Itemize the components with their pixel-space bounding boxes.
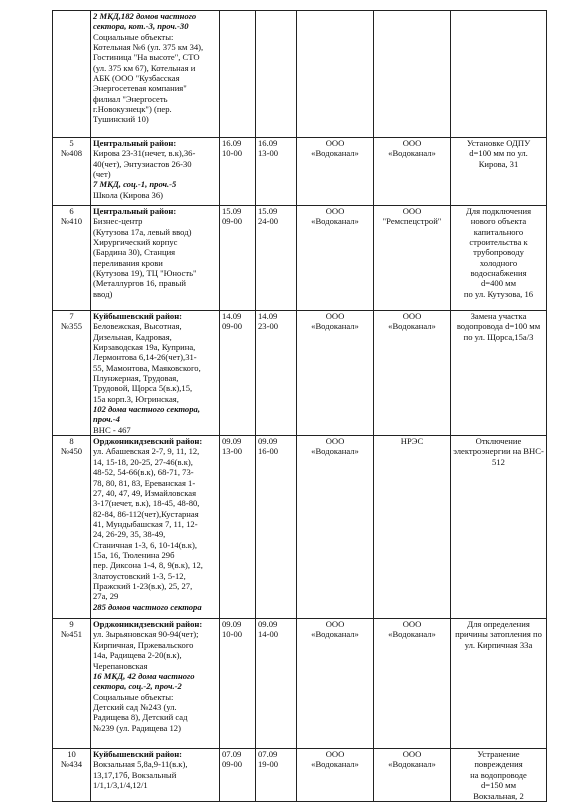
reason-line: водопровода d=100 мм	[456, 321, 541, 332]
affected-area-line: (Кутузова 19), ТЦ "Юность"	[93, 268, 197, 279]
reason-line: электроэнергии на ВНС-	[453, 446, 544, 457]
operator-cell	[297, 619, 374, 749]
end-cell	[256, 436, 297, 619]
contractor-line: ООО	[402, 749, 422, 760]
affected-area-line: Лермонтова 6,14-26(чет),31-	[93, 352, 197, 363]
reason-line: d=150 мм	[480, 780, 517, 791]
end-cell	[256, 206, 297, 311]
operator-cell	[297, 138, 374, 206]
end-cell	[256, 311, 297, 436]
request-code: №355	[60, 321, 83, 332]
affected-area-line: (Бардина 30), Станция	[93, 247, 176, 258]
affected-area-line: Энергосетевая компания"	[93, 83, 187, 94]
contractor-line: ООО	[402, 619, 422, 630]
affected-area-cell	[91, 311, 220, 436]
contractor-line: ООО	[402, 311, 422, 321]
reason-line: водоснабжения	[470, 268, 527, 279]
reason-cell	[451, 311, 547, 436]
reason-line: капитального	[473, 226, 524, 237]
affected-area-line: ул. Зырьяновская 90-94(чет);	[93, 629, 199, 640]
start-cell	[220, 749, 256, 802]
request-code: №434	[60, 759, 83, 770]
affected-area-cell	[91, 206, 220, 311]
operator-line: «Водоканал»	[311, 629, 359, 640]
affected-area-line: сектора, соц.-2, проч.-2	[93, 681, 182, 692]
affected-area-cell	[91, 619, 220, 749]
affected-area-line: 14, 15-18, 20-25, 27-46(в.к),	[93, 456, 193, 467]
affected-area-line: 7 МКД, соц.-1, проч.-5	[93, 179, 177, 190]
affected-area-line: Орджоникидзевский район:	[93, 619, 203, 630]
affected-area-line: 14а, Радищева 2-20(в.к),	[93, 650, 182, 661]
affected-area-line: Плунжерная, Трудовая,	[93, 373, 179, 384]
start-time: 13-00	[222, 446, 243, 457]
reason-cell	[451, 436, 547, 619]
affected-area-line: 13,17,17б, Вокзальный	[93, 769, 177, 780]
contractor-cell	[374, 436, 451, 619]
start-time: 09-00	[222, 216, 243, 227]
affected-area-line: Кирова 23-31(нечет, в.к),36-	[93, 148, 196, 159]
end-time: 24-00	[258, 216, 279, 227]
operator-line: «Водоканал»	[311, 759, 359, 770]
affected-area-line: 285 домов частного сектора	[93, 601, 202, 612]
affected-area-line: Черепановская	[93, 660, 148, 671]
row-number-cell	[53, 11, 91, 138]
end-cell	[256, 138, 297, 206]
row-number: 6	[69, 206, 74, 216]
affected-area-line: проч.-4	[93, 414, 120, 425]
reason-line: по ул. Щорса,15а/3	[463, 331, 534, 342]
affected-area-line: Радищева 8), Детский сад	[93, 712, 188, 723]
end-date: 16.09	[258, 138, 278, 148]
affected-area-line: Тушинский 10)	[93, 114, 149, 125]
start-date: 07.09	[222, 749, 242, 760]
reason-cell	[451, 138, 547, 206]
end-cell	[256, 749, 297, 802]
affected-area-line: ввод)	[93, 288, 113, 299]
request-code: №410	[60, 216, 83, 227]
affected-area-line: 40(чет), Энтузиастов 26-30	[93, 158, 192, 169]
start-date: 14.09	[222, 311, 242, 321]
start-time: 10-00	[222, 629, 243, 640]
contractor-cell	[374, 11, 451, 138]
start-date: 09.09	[222, 436, 242, 447]
reason-line: 512	[492, 456, 505, 467]
affected-area-line: сектора, кот.-3, проч.-30	[93, 21, 189, 32]
contractor-cell	[374, 311, 451, 436]
affected-area-line: Кирзаводская 19а, Куприна,	[93, 342, 196, 353]
contractor-cell	[374, 206, 451, 311]
affected-area-line: Социальные объекты:	[93, 31, 174, 42]
contractor-line: «Водоканал»	[388, 321, 436, 332]
affected-area-line: 15а корп.3, Югринская,	[93, 393, 179, 404]
affected-area-line: Школа (Кирова 36)	[93, 189, 163, 200]
table-row	[53, 11, 547, 138]
row-number-cell	[53, 311, 91, 436]
operator-line: «Водоканал»	[311, 446, 359, 457]
affected-area-line: Детский сад №243 (ул.	[93, 701, 177, 712]
reason-line: ул. Кирпичная 33а	[464, 639, 533, 650]
row-number: 9	[69, 619, 74, 630]
operator-cell	[297, 311, 374, 436]
reason-cell	[451, 11, 547, 138]
start-cell	[220, 619, 256, 749]
operator-line: «Водоканал»	[311, 216, 359, 227]
end-cell	[256, 619, 297, 749]
end-date: 15.09	[258, 206, 278, 216]
reason-cell	[451, 206, 547, 311]
affected-area-line: Куйбышевский район:	[93, 749, 183, 760]
reason-line: строительства к	[469, 237, 528, 248]
affected-area-line: Дизельная, Кадровая,	[93, 331, 172, 342]
operator-cell	[297, 11, 374, 138]
table-row	[53, 311, 547, 436]
affected-area-line: 24, 26-29, 35, 38-49,	[93, 529, 166, 540]
start-date: 09.09	[222, 619, 242, 630]
affected-area-line: №239 (ул. Радищева 12)	[93, 722, 181, 733]
reason-line: Кирова, 31	[478, 158, 519, 169]
start-cell	[220, 436, 256, 619]
reason-line: Вокзальная, 2	[473, 790, 524, 801]
end-date: 07.09	[258, 749, 278, 760]
affected-area-line: Орджоникидзевский район:	[93, 436, 203, 447]
row-number-cell	[53, 206, 91, 311]
affected-area-line: 41, Мундыбашская 7, 11, 12-	[93, 518, 198, 529]
reason-cell	[451, 749, 547, 802]
affected-area-line: г.Новокузнецк") (пер.	[93, 104, 172, 115]
affected-area-line: ул. Абашевская 2-7, 9, 11, 12,	[93, 446, 200, 457]
operator-cell	[297, 206, 374, 311]
operator-line: ООО	[325, 749, 345, 760]
affected-area-cell	[91, 436, 220, 619]
end-cell	[256, 11, 297, 138]
contractor-cell	[374, 619, 451, 749]
start-cell	[220, 206, 256, 311]
table-row	[53, 436, 547, 619]
row-number-cell	[53, 436, 91, 619]
table-row	[53, 138, 547, 206]
affected-area-line: 1/1,1/3,1/4,12/1	[93, 780, 148, 791]
affected-area-line: Хирургический корпус	[93, 237, 178, 248]
outage-schedule-table	[52, 10, 547, 802]
affected-area-line: Трудовой, Щорса 5(в.к),15,	[93, 383, 193, 394]
affected-area-line: (ул. 375 км 67), Котельная и	[93, 62, 196, 73]
row-number: 5	[69, 138, 74, 148]
reason-line: Отключение	[475, 436, 522, 447]
reason-line: по ул. Кутузова, 16	[463, 288, 534, 299]
end-time: 13-00	[258, 148, 279, 159]
affected-area-line: АБК (ООО "Кузбасская	[93, 73, 180, 84]
affected-area-line: Станичная 1-3, 6, 10-14(в.к),	[93, 539, 197, 550]
contractor-cell	[374, 138, 451, 206]
start-cell	[220, 138, 256, 206]
contractor-cell	[374, 749, 451, 802]
row-number-cell	[53, 749, 91, 802]
affected-area-line: Куйбышевский район:	[93, 311, 183, 321]
affected-area-line: филиал "Энергосеть	[93, 93, 168, 104]
end-date: 14.09	[258, 311, 278, 321]
contractor-line: ООО	[402, 138, 422, 148]
operator-line: «Водоканал»	[311, 321, 359, 332]
affected-area-line: Вокзальная 5,8а,9-11(в.к),	[93, 759, 188, 770]
table-row	[53, 206, 547, 311]
affected-area-line: 27а, 29	[93, 591, 119, 602]
operator-cell	[297, 436, 374, 619]
reason-line: Для подключения	[465, 206, 532, 216]
affected-area-line: переливания крови	[93, 257, 163, 268]
row-number: 10	[67, 749, 76, 760]
row-number: 8	[69, 436, 74, 447]
row-number: 7	[69, 311, 74, 321]
reason-line: нового объекта	[470, 216, 527, 227]
affected-area-line: 27, 40, 47, 49, Измайловская	[93, 487, 197, 498]
affected-area-cell	[91, 138, 220, 206]
start-time: 10-00	[222, 148, 243, 159]
start-cell	[220, 311, 256, 436]
operator-line: ООО	[325, 311, 345, 321]
start-time: 09-00	[222, 759, 243, 770]
reason-line: Для определения	[467, 619, 530, 630]
contractor-line: «Водоканал»	[388, 759, 436, 770]
reason-line: d=400 мм	[480, 278, 517, 289]
affected-area-line: Котельная №6 (ул. 375 км 34),	[93, 42, 204, 53]
start-time: 09-00	[222, 321, 243, 332]
start-date: 15.09	[222, 206, 242, 216]
affected-area-line: Центральный район:	[93, 206, 177, 216]
affected-area-line: 55, Мамонтова, Маяковского,	[93, 362, 201, 373]
affected-area-line: 15а, 16, Тюленина 29б	[93, 549, 175, 560]
affected-area-line: пер. Диксона 1-4, 8, 9(в.к), 12,	[93, 560, 203, 571]
affected-area-line: Гостиница "На высоте", СТО	[93, 52, 200, 63]
affected-area-line: 78, 80, 81, 83, Ереванская 1-	[93, 477, 196, 488]
operator-line: ООО	[325, 138, 345, 148]
affected-area-line: Беловежская, Высотная,	[93, 321, 182, 332]
end-time: 16-00	[258, 446, 279, 457]
affected-area-line: 48-52, 54-66(в.к), 68-71, 73-	[93, 467, 194, 478]
affected-area-line: 3-17(нечет, в.к), 18-45, 48-80,	[93, 498, 200, 509]
affected-area-cell	[91, 11, 220, 138]
end-date: 09.09	[258, 436, 278, 447]
end-time: 19-00	[258, 759, 279, 770]
end-time: 14-00	[258, 629, 279, 640]
row-number-cell	[53, 138, 91, 206]
reason-line: холодного	[479, 257, 518, 268]
request-code: №450	[60, 446, 83, 457]
affected-area-line: 102 дома частного сектора,	[93, 404, 200, 415]
contractor-line: "Ремспецстрой"	[382, 216, 442, 227]
end-date: 09.09	[258, 619, 278, 630]
operator-line: ООО	[325, 436, 345, 447]
affected-area-line: ВНС - 467	[93, 424, 131, 435]
affected-area-cell	[91, 749, 220, 802]
contractor-line: «Водоканал»	[388, 629, 436, 640]
contractor-line: «Водоканал»	[388, 148, 436, 159]
table-row	[53, 619, 547, 749]
row-number-cell	[53, 619, 91, 749]
affected-area-line: Центральный район:	[93, 138, 177, 148]
operator-cell	[297, 749, 374, 802]
affected-area-line: (Металлургов 16, правый	[93, 278, 186, 289]
affected-area-line: 2 МКД,182 домов частного	[93, 11, 197, 21]
reason-line: на водопроводе	[470, 769, 527, 780]
reason-line: Устранение повреждения	[474, 749, 523, 770]
start-date: 16.09	[222, 138, 242, 148]
affected-area-line: Кирпичная, Пржевальского	[93, 639, 194, 650]
operator-line: «Водоканал»	[311, 148, 359, 159]
affected-area-line: 16 МКД, 42 дома частного	[93, 670, 195, 681]
reason-line: трубопроводу	[473, 247, 524, 258]
operator-line: ООО	[325, 206, 345, 216]
operator-line: ООО	[325, 619, 345, 630]
affected-area-line: Златоустовский 1-3, 5-12,	[93, 570, 186, 581]
affected-area-line: 82-84, 86-112(чет),Кустарная	[93, 508, 199, 519]
end-time: 23-00	[258, 321, 279, 332]
affected-area-line: Бизнес-центр	[93, 216, 143, 227]
reason-line: Замена участка	[470, 311, 527, 321]
affected-area-line: Пражский 1-23(в.к), 25, 27,	[93, 580, 193, 591]
reason-line: причины затопления по	[455, 629, 542, 640]
affected-area-line: (чет)	[93, 169, 111, 180]
request-code: №408	[60, 148, 83, 159]
reason-cell	[451, 619, 547, 749]
contractor-line: ООО	[402, 206, 422, 216]
contractor-line: НРЭС	[400, 436, 424, 447]
request-code: №451	[60, 629, 83, 640]
table-body	[53, 11, 547, 802]
start-cell	[220, 11, 256, 138]
affected-area-line: Социальные объекты:	[93, 691, 174, 702]
reason-line: d=100 мм по ул.	[469, 148, 528, 159]
affected-area-line: (Кутузова 17а, левый ввод)	[93, 226, 192, 237]
table-row	[53, 749, 547, 802]
reason-line: Установке ОДПУ	[466, 138, 531, 148]
